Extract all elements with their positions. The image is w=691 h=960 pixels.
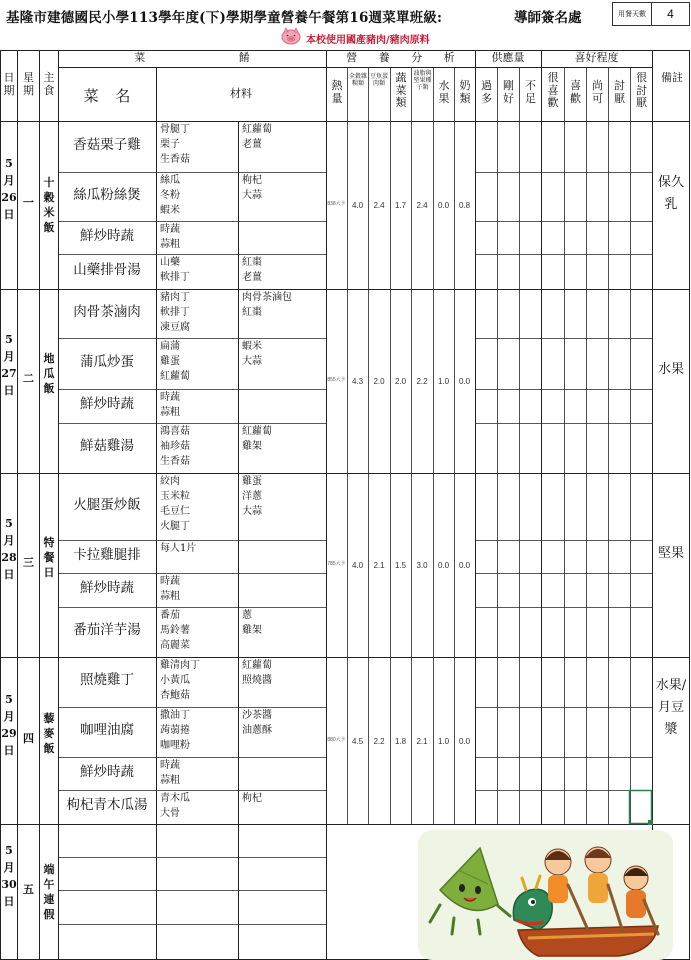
- dish-name: 鮮菇雞湯: [80, 438, 134, 454]
- col-love: 很喜歡: [547, 71, 559, 110]
- day-date: 5月28日: [1, 517, 17, 581]
- calories-value: 838大卡: [327, 201, 346, 207]
- col-supply-group: 供應量: [491, 51, 525, 64]
- ingredient: 大蒜: [242, 356, 262, 367]
- col-not-enough: 不足: [525, 79, 536, 105]
- col-fruit: 水果: [438, 79, 450, 105]
- col-notes: 備註: [661, 71, 683, 84]
- ingredient: 蒜粗: [160, 591, 180, 602]
- dish-name: 鮮炒時蔬: [80, 227, 134, 244]
- dish-name: 番茄洋芋湯: [73, 622, 141, 638]
- ingredient: 肉骨茶滷包: [242, 292, 292, 303]
- col-dairy: 奶類: [459, 79, 471, 105]
- calories-value: 855大卡: [327, 377, 346, 383]
- ingredient: 沙茶醬: [242, 710, 272, 721]
- ingredient: 大骨: [160, 808, 180, 819]
- ingredient: 扁蒲: [160, 341, 180, 352]
- dish-name: 卡拉雞腿排: [73, 546, 141, 563]
- ingredient: 時蔬: [160, 224, 180, 235]
- ingredient: 時蔬: [160, 760, 180, 771]
- day-note: 水果: [657, 362, 684, 377]
- ingredient: 蒜粗: [160, 775, 180, 786]
- nutrition-value: 1.0: [437, 377, 450, 386]
- ingredient: 雞蛋: [242, 476, 262, 487]
- nutrition-value: 2.0: [394, 377, 407, 386]
- ingredient: 老薑: [242, 139, 262, 150]
- ingredient: 蝦米: [242, 341, 262, 352]
- nutrition-value: 0.8: [458, 201, 471, 210]
- ingredient: 青木瓜: [160, 793, 190, 804]
- calories-value: 785大卡: [327, 561, 346, 567]
- ingredient: 紅蘿蔔: [242, 124, 272, 135]
- ingredient: 每人1片: [160, 543, 197, 554]
- ingredient: 蔥: [242, 610, 252, 621]
- dish-name: 香菇栗子雞: [73, 136, 141, 153]
- meal-days-value: 4: [667, 7, 674, 21]
- col-dish-name: 菜 名: [83, 87, 131, 105]
- ingredient: 紅蘿蔔: [160, 371, 190, 382]
- nutrition-value: 4.3: [351, 377, 364, 386]
- day-date: 5月27日: [1, 333, 17, 397]
- day-date: 5月29日: [1, 692, 17, 757]
- col-vegetables: 蔬菜類: [395, 71, 407, 110]
- nutrition-value: 2.0: [373, 377, 385, 386]
- ingredient: 絲瓜: [160, 175, 180, 186]
- nutrition-value: 2.1: [373, 561, 385, 570]
- ingredient: 軟排丁: [160, 307, 190, 318]
- nutrition-value: 2.1: [416, 736, 428, 746]
- ingredient: 玉米粒: [160, 491, 190, 502]
- dish-name: 照燒雞丁: [80, 672, 134, 688]
- ingredient: 老薑: [242, 272, 262, 283]
- ingredient: 火腿丁: [160, 521, 190, 532]
- ingredient: 雞架: [242, 625, 262, 636]
- day-weekday: 二: [23, 372, 34, 385]
- dish-name: 蒲瓜炒蛋: [80, 353, 134, 370]
- col-dislike: 討厭: [614, 79, 625, 105]
- ingredient: 高麗菜: [160, 640, 190, 651]
- ingredient: 紅棗: [242, 307, 262, 318]
- ingredient: 洋蔥: [242, 491, 262, 502]
- ingredient: 時蔬: [160, 392, 180, 403]
- nutrition-value: 2.4: [373, 201, 385, 210]
- nutrition-value: 4.0: [351, 201, 364, 210]
- ingredient: 蒜粗: [160, 407, 180, 418]
- ingredient: 毛豆仁: [160, 506, 190, 517]
- ingredient: 撒油丁: [160, 710, 190, 721]
- col-menu-group: 菜 餚: [134, 51, 250, 64]
- dish-name: 火腿蛋炒飯: [73, 496, 141, 513]
- nutrition-value: 1.5: [394, 561, 407, 570]
- day-note: 水果/月豆漿: [655, 677, 687, 737]
- day-date: 5月26日: [1, 157, 17, 221]
- col-weekday: 星期: [23, 71, 34, 97]
- nutrition-value: 0.0: [458, 736, 471, 746]
- ingredient: 雞架: [242, 441, 262, 452]
- calories-value: 880大卡: [327, 736, 346, 743]
- meal-days-label: 用餐天數: [613, 3, 652, 25]
- ingredient: 馬鈴薯: [160, 625, 190, 636]
- ingredient: 番茄: [160, 610, 180, 621]
- col-preference-group: 喜好程度: [574, 51, 619, 64]
- ingredient: 絞肉: [160, 476, 180, 487]
- ingredient: 冬粉: [160, 190, 180, 201]
- ingredient: 小黃瓜: [160, 675, 190, 686]
- ingredient: 栗子: [160, 139, 180, 150]
- col-ok: 尚可: [592, 79, 603, 105]
- dish-name: 鮮炒時蔬: [80, 580, 134, 596]
- ingredient: 生香菇: [160, 154, 190, 165]
- ingredient: 紅棗: [242, 257, 262, 268]
- dish-name: 山藥排骨湯: [73, 261, 141, 278]
- day-weekday: 一: [23, 196, 34, 209]
- ingredient: 油蔥酥: [242, 725, 272, 736]
- ingredient: 骨腿丁: [160, 124, 190, 135]
- col-hate: 很討厭: [636, 71, 647, 110]
- ingredient: 軟排丁: [160, 272, 190, 283]
- dish-name: 鮮炒時蔬: [80, 763, 134, 780]
- day-staple: 端午連假: [43, 863, 55, 921]
- ingredient: 山藥: [160, 257, 180, 268]
- ingredient: 時蔬: [160, 576, 180, 587]
- col-date: 日期: [3, 71, 15, 97]
- col-ingredients: 材料: [230, 87, 252, 100]
- day-staple: 十穀米飯: [43, 176, 55, 234]
- ingredient: 紅蘿蔔: [242, 426, 272, 437]
- dish-name: 鮮炒時蔬: [80, 396, 134, 412]
- day-note: 保久乳: [657, 175, 684, 212]
- ingredient: 杏鮑菇: [160, 690, 190, 701]
- nutrition-value: 2.2: [373, 736, 385, 746]
- nutrition-value: 0.0: [437, 201, 450, 210]
- ingredient: 鴻喜菇: [160, 426, 190, 437]
- ingredient: 袖珍菇: [160, 441, 190, 452]
- nutrition-value: 1.8: [394, 736, 407, 746]
- day-weekday: 四: [23, 731, 34, 745]
- pork-origin-notice: 本校使用國產豬肉/豬肉原料: [306, 35, 430, 46]
- dragon-boat-illustration: [418, 830, 673, 960]
- ingredient: 大蒜: [242, 506, 262, 517]
- ingredient: 雞蛋: [160, 356, 180, 367]
- day-note: 堅果: [657, 546, 684, 561]
- day-date: 5月30日: [1, 844, 17, 908]
- col-staple: 主食: [43, 71, 55, 97]
- ingredient: 蝦米: [160, 205, 180, 216]
- dish-name: 咖哩油腐: [80, 722, 134, 738]
- ingredient: 蒜粗: [160, 239, 180, 250]
- col-nutrition-group: 營 養 分 析: [346, 51, 455, 64]
- col-like: 喜歡: [570, 79, 581, 105]
- ingredient: 凍豆腐: [160, 322, 190, 333]
- ingredient: 豬肉丁: [160, 292, 190, 303]
- day-weekday: 三: [23, 556, 34, 569]
- day-staple: 特餐日: [43, 536, 55, 579]
- dish-name: 枸杞青木瓜湯: [66, 797, 148, 813]
- ingredient: 咖哩粉: [160, 740, 190, 751]
- nutrition-value: 1.0: [437, 736, 450, 746]
- nutrition-value: 2.4: [416, 201, 428, 210]
- nutrition-value: 1.7: [394, 201, 407, 210]
- ingredient: 枸杞: [242, 175, 262, 186]
- day-staple: 藜麥飯: [43, 711, 55, 755]
- col-calories: 熱量: [331, 79, 343, 105]
- nutrition-value: 4.0: [351, 561, 364, 570]
- dish-name: 絲瓜粉絲煲: [73, 186, 141, 203]
- ingredient: 紅蘿蔔: [242, 660, 272, 671]
- nutrition-value: 0.0: [458, 377, 471, 386]
- teacher-signature-label: 導師簽名處: [514, 10, 582, 26]
- ingredient: 蒟蒻捲: [160, 725, 190, 736]
- nutrition-value: 0.0: [437, 561, 450, 570]
- col-oils: 油脂與堅果種子類: [413, 70, 432, 91]
- day-staple: 地瓜飯: [43, 352, 55, 395]
- ingredient: 枸杞: [242, 793, 262, 804]
- day-weekday: 五: [23, 883, 34, 896]
- ingredient: 生香菇: [160, 456, 190, 467]
- ingredient: 雞清肉丁: [160, 660, 200, 671]
- col-just-right: 剛好: [503, 79, 514, 105]
- nutrition-value: 0.0: [458, 561, 471, 570]
- col-protein: 豆魚蛋肉類: [370, 73, 389, 87]
- page-title: 基隆市建德國民小學113學年度(下)學期學童營養午餐第16週菜單班級:: [6, 10, 443, 26]
- nutrition-value: 3.0: [416, 561, 428, 570]
- nutrition-value: 2.2: [416, 377, 428, 386]
- ingredient: 照燒醬: [242, 675, 272, 686]
- col-grains: 全穀雜糧類: [349, 73, 368, 87]
- nutrition-value: 4.5: [351, 736, 364, 746]
- ingredient: 大蒜: [242, 190, 262, 201]
- dish-name: 肉骨茶滷肉: [73, 303, 141, 320]
- col-too-much: 過多: [481, 79, 492, 105]
